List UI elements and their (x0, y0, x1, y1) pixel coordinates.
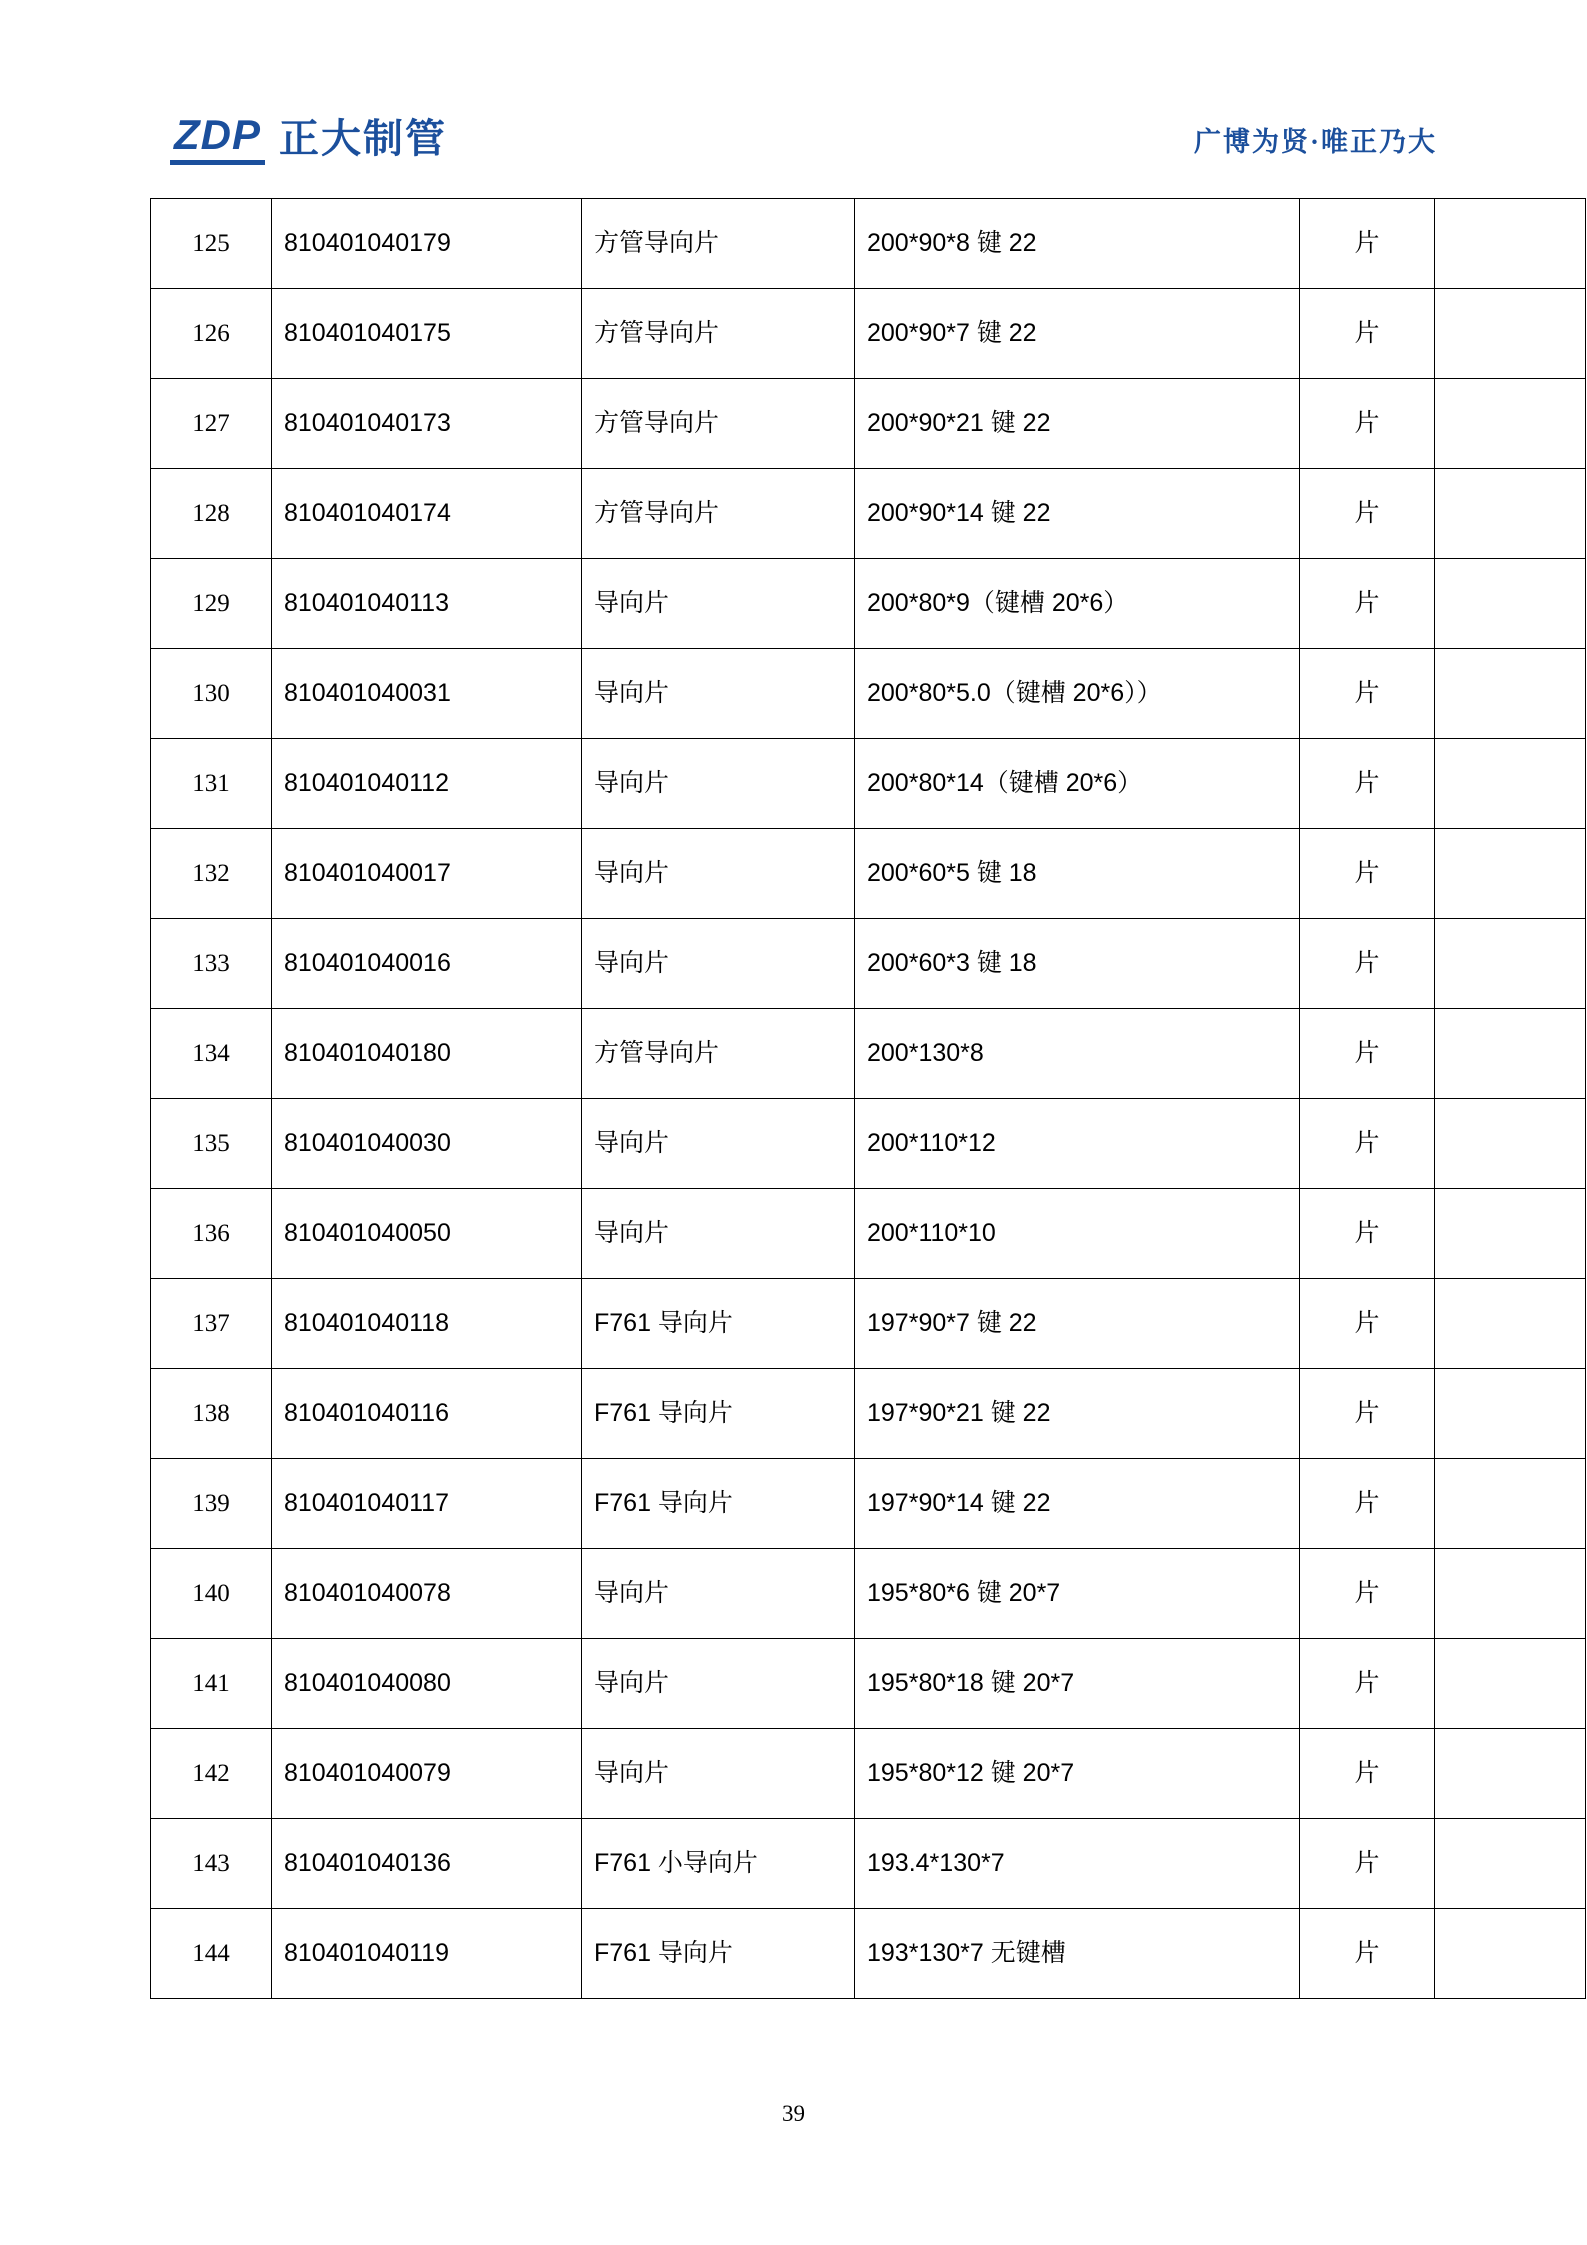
table-row (151, 1189, 1586, 1279)
cell-spec: 197*90*7 键 22 (855, 1279, 1300, 1369)
cell-spec: 200*80*9（键槽 20*6） (855, 559, 1300, 649)
page-number: 39 (782, 2101, 805, 2126)
cell-spec: 200*110*12 (855, 1099, 1300, 1189)
cell-code: 810401040174 (272, 469, 582, 559)
table-row (151, 559, 1586, 649)
cell-name: 导向片 (582, 829, 855, 919)
table-row (151, 829, 1586, 919)
cell-note (1435, 1189, 1586, 1279)
cell-name: 方管导向片 (582, 289, 855, 379)
cell-note (1435, 559, 1586, 649)
table-row (151, 1009, 1586, 1099)
cell-code: 810401040113 (272, 559, 582, 649)
cell-name: F761 导向片 (582, 1369, 855, 1459)
cell-note (1435, 1639, 1586, 1729)
cell-unit: 片 (1300, 1729, 1435, 1819)
cell-unit: 片 (1300, 1099, 1435, 1189)
cell-index: 134 (151, 1009, 272, 1099)
cell-note (1435, 1819, 1586, 1909)
table-row (151, 1549, 1586, 1639)
cell-code: 810401040119 (272, 1909, 582, 1999)
cell-name: F761 导向片 (582, 1279, 855, 1369)
cell-index: 128 (151, 469, 272, 559)
cell-note (1435, 1009, 1586, 1099)
cell-name: F761 导向片 (582, 1459, 855, 1549)
table-row (151, 289, 1586, 379)
cell-code: 810401040116 (272, 1369, 582, 1459)
parts-table-body (151, 199, 1586, 1999)
cell-unit: 片 (1300, 1279, 1435, 1369)
cell-unit: 片 (1300, 1189, 1435, 1279)
cell-note (1435, 1279, 1586, 1369)
cell-note (1435, 1909, 1586, 1999)
cell-spec: 200*90*8 键 22 (855, 199, 1300, 289)
cell-unit: 片 (1300, 1909, 1435, 1999)
cell-spec: 193.4*130*7 (855, 1819, 1300, 1909)
cell-name: 导向片 (582, 739, 855, 829)
cell-index: 130 (151, 649, 272, 739)
cell-spec: 200*90*7 键 22 (855, 289, 1300, 379)
cell-name: 导向片 (582, 649, 855, 739)
cell-note (1435, 1099, 1586, 1189)
cell-code: 810401040016 (272, 919, 582, 1009)
cell-name: 导向片 (582, 1729, 855, 1819)
cell-name: 导向片 (582, 1639, 855, 1729)
cell-note (1435, 829, 1586, 919)
cell-index: 138 (151, 1369, 272, 1459)
cell-code: 810401040078 (272, 1549, 582, 1639)
cell-spec: 195*80*6 键 20*7 (855, 1549, 1300, 1639)
cell-index: 132 (151, 829, 272, 919)
cell-code: 810401040050 (272, 1189, 582, 1279)
table-row (151, 649, 1586, 739)
cell-unit: 片 (1300, 739, 1435, 829)
cell-name: 方管导向片 (582, 199, 855, 289)
cell-name: 方管导向片 (582, 1009, 855, 1099)
cell-note (1435, 199, 1586, 289)
table-row (151, 919, 1586, 1009)
table-row (151, 1099, 1586, 1189)
cell-unit: 片 (1300, 559, 1435, 649)
cell-unit: 片 (1300, 1549, 1435, 1639)
cell-index: 139 (151, 1459, 272, 1549)
cell-unit: 片 (1300, 289, 1435, 379)
cell-note (1435, 289, 1586, 379)
cell-index: 129 (151, 559, 272, 649)
cell-note (1435, 1369, 1586, 1459)
cell-code: 810401040179 (272, 199, 582, 289)
cell-spec: 200*60*3 键 18 (855, 919, 1300, 1009)
cell-index: 135 (151, 1099, 272, 1189)
cell-note (1435, 469, 1586, 559)
cell-name: 导向片 (582, 1099, 855, 1189)
cell-name: F761 小导向片 (582, 1819, 855, 1909)
cell-spec: 200*80*5.0（键槽 20*6）） (855, 649, 1300, 739)
cell-note (1435, 1549, 1586, 1639)
cell-name: 导向片 (582, 1189, 855, 1279)
parts-table (150, 198, 1586, 1999)
cell-spec: 200*130*8 (855, 1009, 1300, 1099)
cell-name: F761 导向片 (582, 1909, 855, 1999)
cell-note (1435, 379, 1586, 469)
cell-spec: 197*90*14 键 22 (855, 1459, 1300, 1549)
cell-spec: 195*80*12 键 20*7 (855, 1729, 1300, 1819)
cell-index: 141 (151, 1639, 272, 1729)
cell-code: 810401040030 (272, 1099, 582, 1189)
cell-name: 导向片 (582, 919, 855, 1009)
cell-index: 136 (151, 1189, 272, 1279)
cell-note (1435, 1729, 1586, 1819)
table-row (151, 199, 1586, 289)
cell-spec: 195*80*18 键 20*7 (855, 1639, 1300, 1729)
cell-spec: 193*130*7 无键槽 (855, 1909, 1300, 1999)
cell-spec: 197*90*21 键 22 (855, 1369, 1300, 1459)
table-row (151, 1459, 1586, 1549)
table-row (151, 739, 1586, 829)
cell-name: 导向片 (582, 559, 855, 649)
table-row (151, 1819, 1586, 1909)
cell-spec: 200*110*10 (855, 1189, 1300, 1279)
cell-name: 方管导向片 (582, 469, 855, 559)
page-footer (0, 2101, 1587, 2127)
cell-unit: 片 (1300, 1459, 1435, 1549)
cell-name: 导向片 (582, 1549, 855, 1639)
cell-index: 143 (151, 1819, 272, 1909)
cell-code: 810401040136 (272, 1819, 582, 1909)
cell-index: 144 (151, 1909, 272, 1999)
cell-code: 810401040079 (272, 1729, 582, 1819)
cell-code: 810401040080 (272, 1639, 582, 1729)
cell-unit: 片 (1300, 1009, 1435, 1099)
cell-code: 810401040117 (272, 1459, 582, 1549)
table-row (151, 379, 1586, 469)
cell-spec: 200*90*14 键 22 (855, 469, 1300, 559)
table-row (151, 469, 1586, 559)
cell-spec: 200*80*14（键槽 20*6） (855, 739, 1300, 829)
table-row (151, 1729, 1586, 1819)
cell-spec: 200*90*21 键 22 (855, 379, 1300, 469)
cell-index: 131 (151, 739, 272, 829)
cell-code: 810401040173 (272, 379, 582, 469)
cell-code: 810401040031 (272, 649, 582, 739)
logo-company-name: 正大制管 (279, 116, 447, 161)
cell-note (1435, 1459, 1586, 1549)
page-header (170, 112, 1437, 172)
cell-index: 127 (151, 379, 272, 469)
cell-unit: 片 (1300, 649, 1435, 739)
cell-spec: 200*60*5 键 18 (855, 829, 1300, 919)
cell-code: 810401040017 (272, 829, 582, 919)
cell-unit: 片 (1300, 829, 1435, 919)
cell-unit: 片 (1300, 1369, 1435, 1459)
cell-code: 810401040175 (272, 289, 582, 379)
cell-note (1435, 919, 1586, 1009)
cell-name: 方管导向片 (582, 379, 855, 469)
cell-unit: 片 (1300, 1819, 1435, 1909)
cell-unit: 片 (1300, 919, 1435, 1009)
cell-index: 125 (151, 199, 272, 289)
parts-table-container (150, 198, 1435, 1999)
logo-mark: ZDP (170, 112, 265, 165)
cell-code: 810401040180 (272, 1009, 582, 1099)
cell-index: 137 (151, 1279, 272, 1369)
cell-index: 140 (151, 1549, 272, 1639)
cell-unit: 片 (1300, 199, 1435, 289)
company-logo (170, 112, 447, 165)
cell-note (1435, 739, 1586, 829)
table-row (151, 1909, 1586, 1999)
cell-note (1435, 649, 1586, 739)
cell-index: 126 (151, 289, 272, 379)
cell-unit: 片 (1300, 1639, 1435, 1729)
company-slogan: 广博为贤·唯正乃大 (1193, 127, 1437, 157)
table-row (151, 1639, 1586, 1729)
table-row (151, 1369, 1586, 1459)
cell-index: 133 (151, 919, 272, 1009)
table-row (151, 1279, 1586, 1369)
cell-code: 810401040112 (272, 739, 582, 829)
cell-code: 810401040118 (272, 1279, 582, 1369)
cell-unit: 片 (1300, 469, 1435, 559)
cell-index: 142 (151, 1729, 272, 1819)
cell-unit: 片 (1300, 379, 1435, 469)
